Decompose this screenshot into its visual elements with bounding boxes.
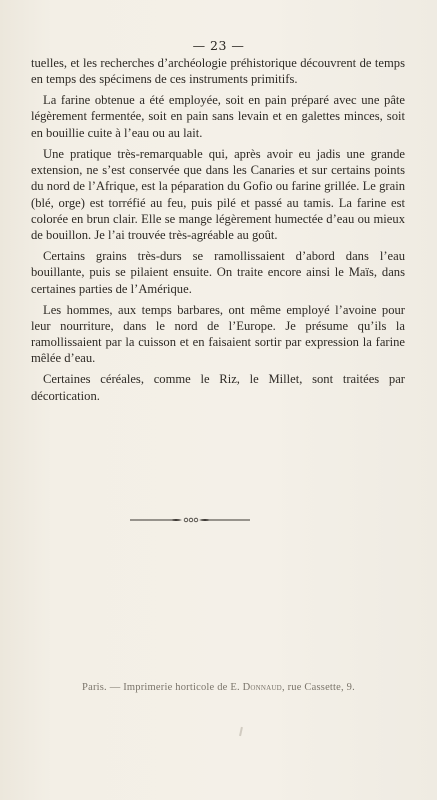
printer-imprint [0, 682, 437, 693]
paper-speck [239, 727, 243, 736]
imprint-prefix: Paris. — Imprimerie horticole de E. [82, 682, 243, 693]
page-number: — 23 — [192, 38, 245, 53]
ornamental-divider [130, 517, 250, 523]
paragraph-avoine: Les hommes, aux temps barbares, ont même employé l’avoine pour leur nourriture, dans le nord de l’Europe. Je présume qu’ils la ramollissaient par la cuisson et en faisaient sortir par expression la farine mêlée d’eau. [31, 302, 405, 366]
paragraph-gofio: Une pratique très-remarquable qui, après avoir eu jadis une grande extension, ne s’est conservée que dans les Canaries et sur certains points du nord de l’Afrique, est la péparation du Gofio ou farine grillée. Le grain (blé, orge) est torréfié au feu, puis pilé et passé au tamis. La farine est colorée en brun clair. Elle se mange légèrement humectée d’eau ou mieux de bouillon. Je l’ai trouvée très-agréable au goût. [31, 146, 405, 243]
paragraph-continuation: tuelles, et les recherches d’archéologie préhistorique découvrent de temps en temps des spécimens de ces instruments primitifs. [31, 56, 405, 87]
paragraph-grains-durs: Certains grains très-durs se ramollissaient d’abord dans l’eau bouillante, puis se pilaient ensuite. On traite encore ainsi le Maïs, dans certaines parties de l’Amérique. [31, 249, 405, 296]
imprint-printer-name: Donnaud [242, 682, 282, 693]
body-text [31, 55, 405, 409]
paragraph-decortication: Certaines céréales, comme le Riz, le Millet, sont traitées par décortication. [31, 372, 405, 403]
imprint-suffix: , rue Cassette, 9. [281, 682, 355, 693]
paragraph-farine: La farine obtenue a été employée, soit en pain préparé avec une pâte légèrement fermentée, soit en pain sans levain et en galettes minces, soit en bouillie cuite à l’eau ou au lait. [31, 93, 405, 140]
